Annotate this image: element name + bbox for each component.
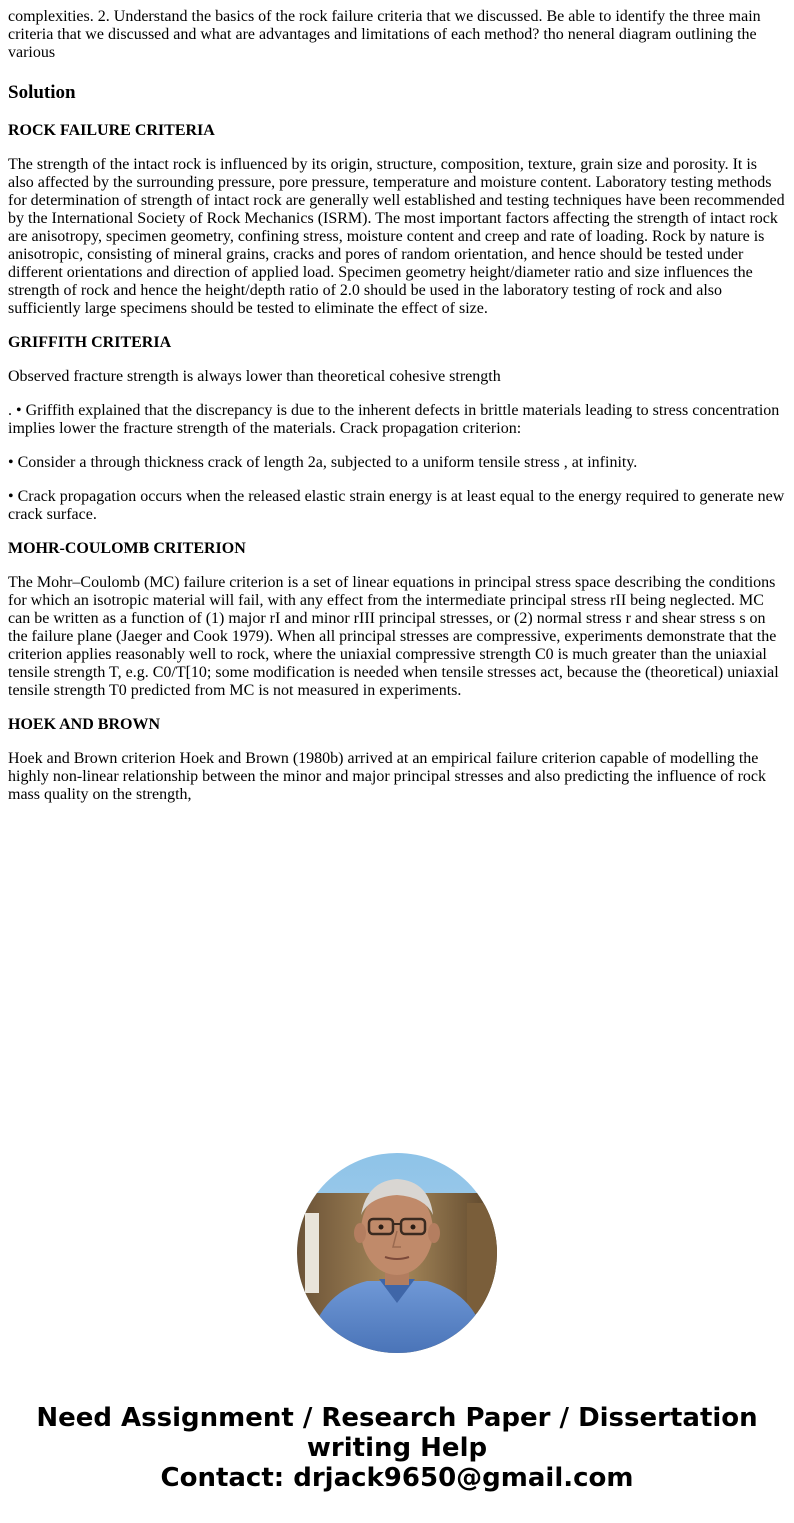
footer-banner [0,1403,794,1493]
paragraph-hoek-brown: Hoek and Brown criterion Hoek and Brown (1980b) arrived at an empirical failure criterion capable of modelling the highly non-linear relationship between the minor and major principal stresses and also predicting the influence of rock mass quality on the strength, [8,750,766,803]
question-text: complexities. 2. Understand the basics of the rock failure criteria that we discussed. Be able to identify the three main criteria that we discussed and what are advantages and limitations of each method? tho neneral diagram outlining the various [8,8,761,61]
section-title-rock-failure: ROCK FAILURE CRITERIA [8,122,215,139]
paragraph-griffith-1: Observed fracture strength is always lower than theoretical cohesive strength [8,368,501,385]
avatar [297,1153,497,1353]
paragraph-griffith-2: . • Griffith explained that the discrepancy is due to the inherent defects in brittle materials leading to stress concentration implies lower the fracture strength of the materials. Crack propagation criterion: [8,402,780,437]
footer-contact: Contact: drjack9650@gmail.com [160,1463,634,1493]
person-portrait-icon [297,1153,497,1353]
solution-heading: Solution [8,82,76,103]
paragraph-griffith-3: • Consider a through thickness crack of length 2a, subjected to a uniform tensile stress , at infinity. [8,454,638,471]
footer-line-2: writing Help [306,1433,488,1463]
paragraph-rock-failure: The strength of the intact rock is influenced by its origin, structure, composition, texture, grain size and porosity. It is also affected by the surrounding pressure, pore pressure, temperature and moisture content. Laboratory testing methods for determination of strength of intact rock are generally well established and testing techniques have been recommended by the International Society of Rock Mechanics (ISRM). The most important factors affecting the strength of intact rock are anisotropy, specimen geometry, confining stress, moisture content and creep and rate of loading. Rock by nature is anisotropic, consisting of mineral grains, cracks and pores of random orientation, and hence should be tested under different orientations and direction of applied load. Specimen geometry height/diameter ratio and size influences the strength of rock and hence the height/depth ratio of 2.0 should be used in the laboratory testing of rock and also sufficiently large specimens should be tested to eliminate the effect of size. [8,156,785,317]
section-title-griffith: GRIFFITH CRITERIA [8,334,172,351]
document-body [8,0,786,820]
paragraph-griffith-4: • Crack propagation occurs when the released elastic strain energy is at least equal to the energy required to generate new crack surface. [8,488,785,523]
footer-line-1: Need Assignment / Research Paper / Dissertation [36,1403,758,1433]
section-title-mohr-coulomb: MOHR-COULOMB CRITERION [8,540,246,557]
section-title-hoek-brown: HOEK AND BROWN [8,716,161,733]
paragraph-mohr-coulomb: The Mohr–Coulomb (MC) failure criterion is a set of linear equations in principal stress space describing the conditions for which an isotropic material will fail, with any effect from the intermediate principal stress rII being neglected. MC can be written as a function of (1) major rI and minor rIII principal stresses, or (2) normal stress r and shear stress s on the failure plane (Jaeger and Cook 1979). When all principal stresses are compressive, experiments demonstrate that the criterion applies reasonably well to rock, where the uniaxial compressive strength C0 is much greater than the uniaxial tensile strength T, e.g. C0/T[10; some modification is needed when tensile stresses act, because the (theoretical) uniaxial tensile strength T0 predicted from MC is not measured in experiments. [8,574,779,699]
